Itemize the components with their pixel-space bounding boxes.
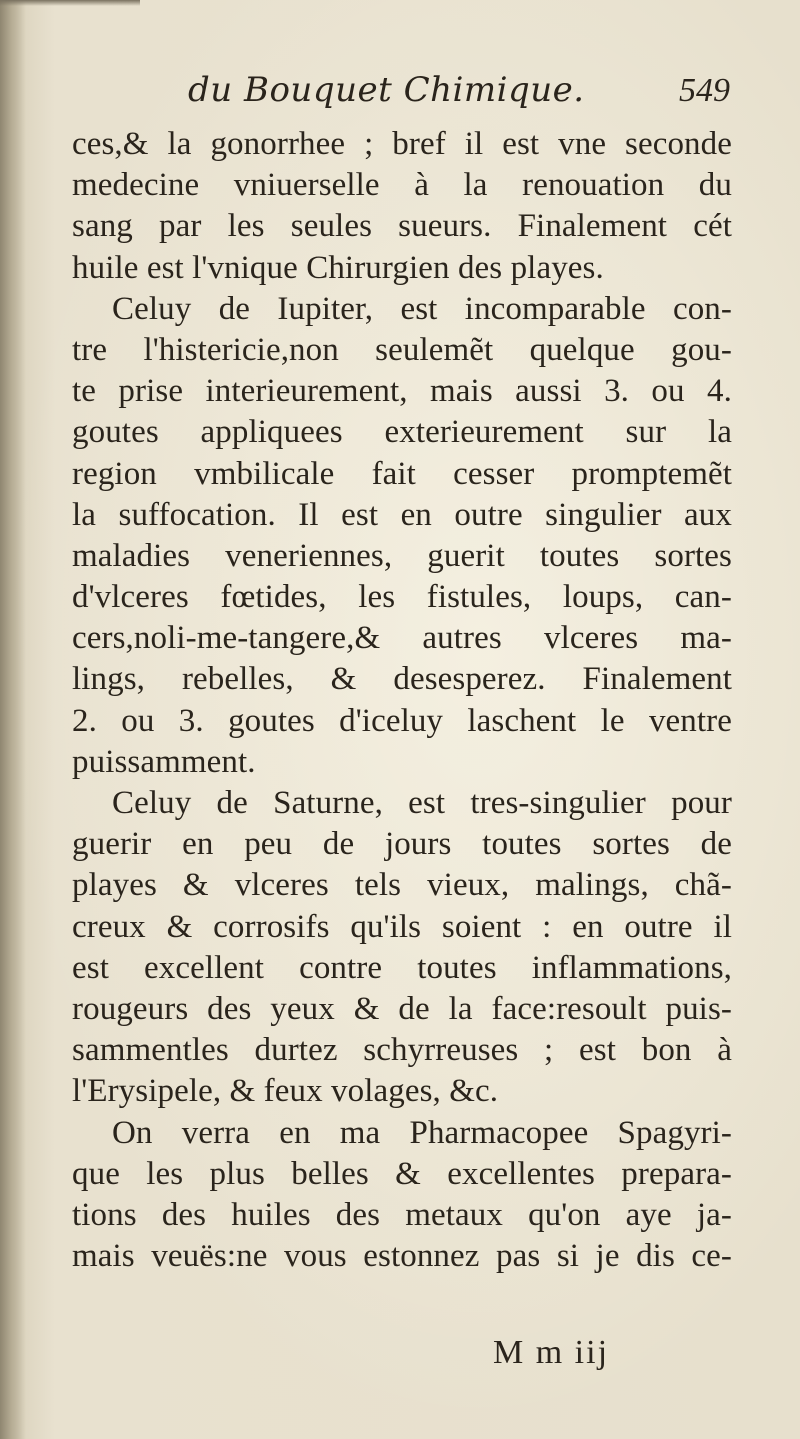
text-line: d'vlceres fœtides, les fistules, loups, can- xyxy=(72,579,732,616)
text-line: l'Erysipele, & feux volages, &c. xyxy=(72,1073,499,1110)
text-line: mais veuës:ne vous estonnez pas si je dis ce- xyxy=(72,1238,732,1275)
text-line: goutes appliquees exterieurement sur la xyxy=(72,414,732,451)
text-line: te prise interieurement, mais aussi 3. ou 4. xyxy=(72,373,732,410)
text-line: region vmbilicale fait cesser promptemẽt xyxy=(72,455,732,492)
page-number: 549 xyxy=(679,72,730,109)
text-line: puissamment. xyxy=(72,743,256,780)
paragraph-start-line: Celuy de Iupiter, est incomparable con- xyxy=(112,290,732,327)
text-line: sammentles durtez schyrreuses ; est bon à xyxy=(72,1032,732,1069)
text-line: medecine vniuerselle à la renouation du xyxy=(72,167,732,204)
signature-mark: M m iij xyxy=(493,1334,610,1371)
page-header xyxy=(70,68,730,118)
running-title: du Bouquet Chimique. xyxy=(188,70,585,110)
text-line: playes & vlceres tels vieux, malings, chã- xyxy=(72,867,732,904)
text-line: creux & corrosifs qu'ils soient : en outre il xyxy=(72,908,732,945)
text-line: la suffocation. Il est en outre singulier aux xyxy=(72,496,732,533)
text-line: 2. ou 3. goutes d'iceluy laschent le ventre xyxy=(72,702,732,739)
text-line: tre l'histericie,non seulemẽt quelque gou- xyxy=(72,331,732,368)
text-line: maladies veneriennes, guerit toutes sortes xyxy=(72,537,732,574)
text-line: tions des huiles des metaux qu'on aye ja- xyxy=(72,1196,732,1233)
paragraph-start-line: On verra en ma Pharmacopee Spagyri- xyxy=(112,1114,732,1151)
text-line: cers,noli-me-tangere,& autres vlceres ma- xyxy=(72,620,732,657)
text-line: guerir en peu de jours toutes sortes de xyxy=(72,826,732,863)
page-edge-shadow xyxy=(0,0,140,6)
text-line: ces,& la gonorrhee ; bref il est vne seconde xyxy=(72,126,732,162)
text-line: rougeurs des yeux & de la face:resoult puis- xyxy=(72,990,732,1027)
text-line: lings, rebelles, & desesperez. Finalement xyxy=(72,661,732,698)
gutter-shadow xyxy=(0,0,26,1439)
text-line: est excellent contre toutes inflammations, xyxy=(72,949,732,986)
text-line: huile est l'vnique Chirurgien des playes. xyxy=(72,249,604,286)
text-line: que les plus belles & excellentes prepara- xyxy=(72,1155,732,1192)
body-text xyxy=(72,124,732,1277)
paragraph-start-line: Celuy de Saturne, est tres-singulier pour xyxy=(112,785,732,821)
text-line: sang par les seules sueurs. Finalement cét xyxy=(72,208,732,245)
